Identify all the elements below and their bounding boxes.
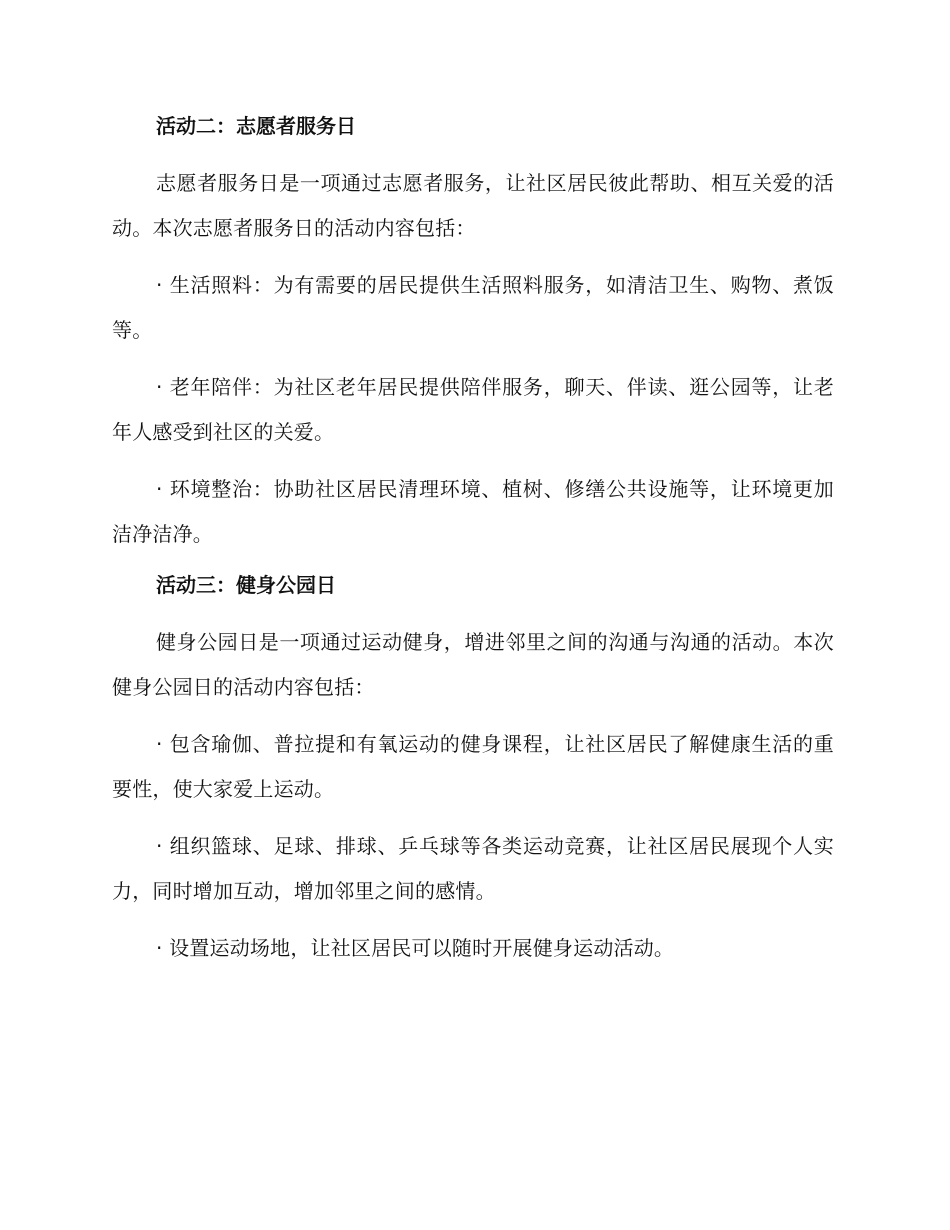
section-heading-volunteer-day: 活动二：志愿者服务日 [156,114,356,138]
section-heading-fitness-park-day: 活动三：健身公园日 [156,573,336,597]
volunteer-item-environment: · 环境整治：协助社区居民清理环境、植树、修缮公共设施等，让环境更加洁净洁净。 [112,477,834,546]
fitness-item-venues: · 设置运动场地，让社区居民可以随时开展健身运动活动。 [156,936,675,960]
document-page [112,110,834,983]
volunteer-day-intro: 志愿者服务日是一项通过志愿者服务，让社区居民彼此帮助、相互关爱的活动。本次志愿者服务日的活动内容包括： [112,171,834,240]
volunteer-item-life-care: · 生活照料：为有需要的居民提供生活照料服务，如清洁卫生、购物、煮饭等。 [112,273,834,342]
fitness-item-courses: · 包含瑜伽、普拉提和有氧运动的健身课程，让社区居民了解健康生活的重要性，使大家爱上运动。 [112,732,834,801]
fitness-item-competitions: · 组织篮球、足球、排球、乒乓球等各类运动竞赛，让社区居民展现个人实力，同时增加互动，增加邻里之间的感情。 [112,834,834,903]
volunteer-item-elderly-companion: · 老年陪伴：为社区老年居民提供陪伴服务，聊天、伴读、逛公园等，让老年人感受到社区的关爱。 [112,375,834,444]
fitness-day-intro: 健身公园日是一项通过运动健身，增进邻里之间的沟通与沟通的活动。本次健身公园日的活动内容包括： [112,630,834,699]
